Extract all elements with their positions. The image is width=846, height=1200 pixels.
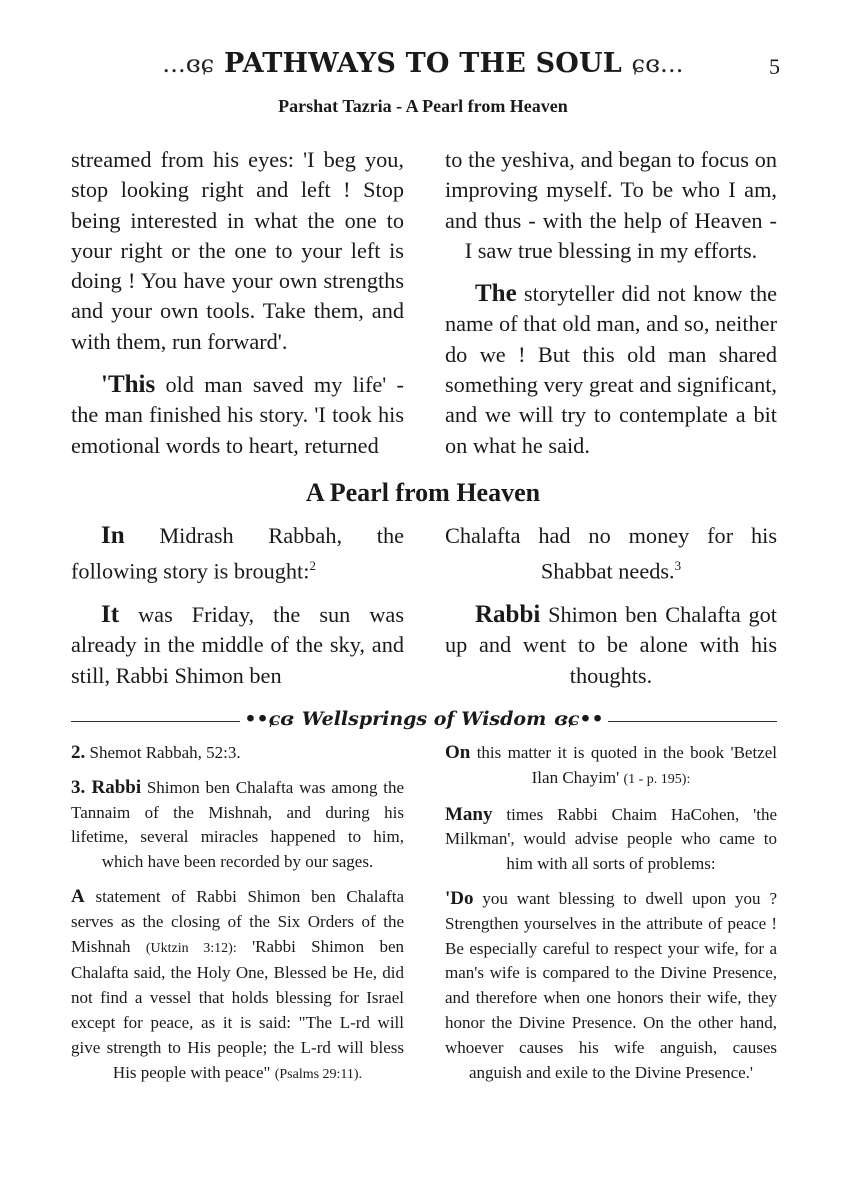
paragraph xyxy=(71,521,404,587)
paragraph-lead: 'This xyxy=(101,371,156,399)
footnote-lead: On xyxy=(445,742,471,763)
paragraph-text: old man saved my life' - the man finished his story. 'I took his emotional words to heart, returned xyxy=(71,372,404,458)
chapter-subtitle: Parshat Tazria - A Pearl from Heaven xyxy=(278,96,568,116)
paragraph xyxy=(445,145,777,266)
paragraph-lead: The xyxy=(475,280,517,308)
book-title: PATHWAYS TO THE SOUL xyxy=(224,48,622,79)
footnote-lead: 'Do xyxy=(445,887,474,909)
section-heading: A Pearl from Heaven xyxy=(305,478,541,507)
footnote-lead: A xyxy=(71,885,85,907)
footnote xyxy=(445,887,777,1085)
paragraph-text: was Friday, the sun was already in the middle of the sky, and still, Rabbi Shimon ben xyxy=(71,602,404,688)
footnote xyxy=(445,741,777,793)
top-right-column xyxy=(445,145,777,474)
paragraph xyxy=(71,600,404,691)
footnote-lead: 2. xyxy=(71,742,86,763)
paragraph-lead: In xyxy=(101,522,125,549)
footnote xyxy=(71,776,404,875)
running-title xyxy=(0,48,846,79)
paragraph xyxy=(71,370,404,461)
footnote-lead: Many xyxy=(445,803,493,825)
ornament-left-icon: ...ɞɕ xyxy=(162,50,215,78)
footnote-text: this matter it is quoted in the book 'Betzel Ilan Chayim' xyxy=(470,743,777,787)
section-left-column xyxy=(71,521,404,704)
paragraph-text: streamed from his eyes: 'I beg you, stop looking right and left ! Stop being interested in what the one to your right or the one to your left is doing ! You have your own strengths and your own tools. Take them, and with them, run forward'. xyxy=(71,147,404,354)
running-header xyxy=(0,48,846,88)
footnote-text: you want blessing to dwell upon you ? Strengthen yourselves in the attribute of peace ! Be especially careful to respect your wife, for a man's wife is compared to the Divine Presence, and therefore when one honors their wife, they honor the Divine Presence. On the other hand, whoever causes his wife anguish, causes anguish and exile to the Divine Presence.' xyxy=(445,888,777,1082)
divider-ornament-right-icon: ɞɕ•• xyxy=(550,708,607,730)
footnote-text: Shemot Rabbah, 52:3. xyxy=(85,743,241,762)
footnote-text: statement of Rabbi Shimon ben Chalafta serves as the closing of the Six Orders of the Mishnah xyxy=(71,886,404,956)
paragraph xyxy=(445,521,777,587)
paragraph xyxy=(445,600,777,691)
footnote-ref[interactable]: 2 xyxy=(309,558,316,574)
footnote-lead: 3. Rabbi xyxy=(71,776,142,798)
divider-ornament-left-icon: ••ɕɞ xyxy=(240,708,297,730)
footnote-text: times Rabbi Chaim HaCohen, 'the Milkman', would advise people who came to him with all sorts of problems: xyxy=(445,804,777,874)
footnote-divider xyxy=(71,706,777,736)
footnote-text: 'Rabbi Shimon ben Chalafta said, the Holy One, Blessed be He, did not find a vessel that holds blessing for Israel except for peace, as it is said: "The L-rd will give strength to His people; the L-rd will bless His people with peace" xyxy=(71,936,404,1082)
footnotes-left-column xyxy=(71,741,404,1097)
divider-label xyxy=(71,708,777,730)
footnotes-right-column xyxy=(445,741,777,1095)
footnote-ref[interactable]: 3 xyxy=(674,558,682,574)
footnote xyxy=(71,885,404,1087)
footnote xyxy=(445,803,777,877)
paragraph xyxy=(71,145,404,357)
paragraph-lead: It xyxy=(101,601,120,629)
paragraph-text: to the yeshiva, and began to focus on improving myself. To be who I am, and thus - with the help of Heaven - I saw true blessing in my efforts. xyxy=(445,147,777,263)
footnote-text: Shimon ben Chalafta was among the Tannaim of the Mishnah, and during his lifetime, several miracles happened to him, which have been recorded by our sages. xyxy=(71,777,404,872)
footnote-citation: (Psalms 29:11). xyxy=(274,1066,363,1082)
section-right-column xyxy=(445,521,777,704)
footnote xyxy=(71,741,404,766)
paragraph-text: Chalafta had no money for his Shabbat needs. xyxy=(445,523,777,584)
paragraph xyxy=(445,279,777,461)
top-left-column xyxy=(71,145,404,474)
footnote-citation: (1 - p. 195): xyxy=(623,771,691,787)
paragraph-text: Midrash Rabbah, the following story is brought: xyxy=(71,523,404,584)
ornament-right-icon: ɕɞ... xyxy=(631,50,684,78)
divider-title: Wellsprings of Wisdom xyxy=(298,708,550,730)
paragraph-text: Shimon ben Chalafta got up and went to be alone with his thoughts. xyxy=(445,602,777,688)
footnote-citation: (Uktzin 3:12): xyxy=(145,940,237,956)
paragraph-text: storyteller did not know the name of that old man, and so, neither do we ! But this old man shared something very great and significant, and we will try to contemplate a bit on what he said. xyxy=(445,281,777,458)
paragraph-lead: Rabbi xyxy=(475,601,541,629)
page-number: 5 xyxy=(769,54,780,79)
